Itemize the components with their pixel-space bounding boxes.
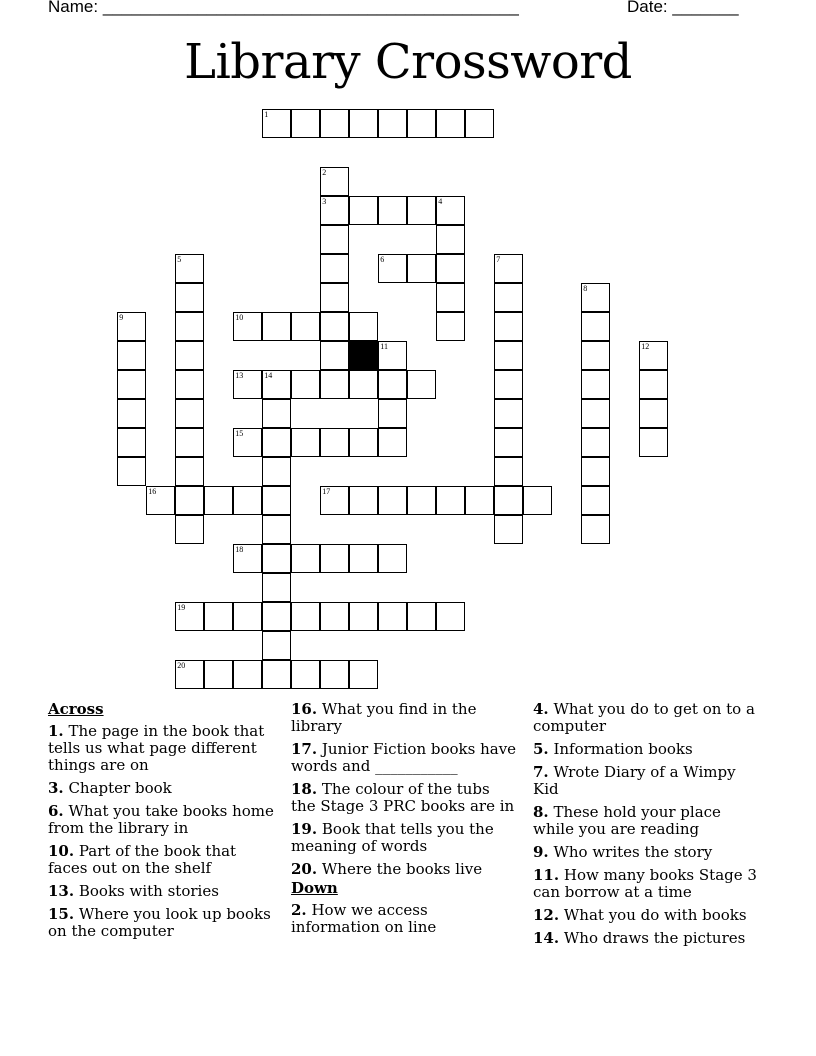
grid-cell[interactable] bbox=[291, 428, 320, 457]
grid-cell[interactable] bbox=[233, 486, 262, 515]
grid-cell[interactable] bbox=[320, 544, 349, 573]
clue-number: 1 bbox=[264, 110, 269, 120]
clue-number: 13. bbox=[48, 882, 75, 900]
clue-number: 20. bbox=[291, 860, 318, 878]
clue-number: 10. bbox=[48, 842, 75, 860]
grid-cell[interactable] bbox=[349, 109, 378, 138]
grid-cell[interactable] bbox=[581, 457, 610, 486]
grid-cell[interactable] bbox=[320, 167, 349, 196]
grid-cell[interactable] bbox=[262, 544, 291, 573]
clues-column-3 bbox=[533, 701, 761, 953]
grid-cell[interactable] bbox=[262, 573, 291, 602]
grid-cell[interactable] bbox=[320, 341, 349, 370]
grid-cell[interactable] bbox=[204, 602, 233, 631]
grid-cell[interactable] bbox=[494, 457, 523, 486]
clue-text: Part of the book that faces out on the shelf bbox=[48, 842, 237, 877]
grid-cell[interactable] bbox=[320, 283, 349, 312]
clue-number: 14. bbox=[533, 929, 560, 947]
grid-cell[interactable] bbox=[291, 109, 320, 138]
clue-text: Who draws the pictures bbox=[559, 929, 746, 947]
grid-cell[interactable] bbox=[175, 254, 204, 283]
clue-item bbox=[48, 906, 276, 940]
clue-number: 13 bbox=[235, 371, 244, 381]
grid-cell[interactable] bbox=[175, 283, 204, 312]
grid-cell[interactable] bbox=[581, 486, 610, 515]
grid-cell[interactable] bbox=[233, 428, 262, 457]
grid-cell[interactable] bbox=[262, 370, 291, 399]
grid-cell[interactable] bbox=[494, 254, 523, 283]
section-heading: Across bbox=[48, 700, 104, 718]
clue-number: 12 bbox=[641, 342, 650, 352]
grid-cell[interactable] bbox=[349, 544, 378, 573]
grid-cell[interactable] bbox=[291, 370, 320, 399]
clue-text: Information books bbox=[548, 740, 693, 758]
grid-cell[interactable] bbox=[233, 602, 262, 631]
section-heading: Down bbox=[291, 879, 338, 897]
grid-cell[interactable] bbox=[436, 602, 465, 631]
grid-cell[interactable] bbox=[349, 602, 378, 631]
clue-text: Book that tells you the meaning of words bbox=[291, 820, 494, 855]
clue-number: 11. bbox=[533, 866, 560, 884]
grid-cell[interactable] bbox=[262, 109, 291, 138]
clue-number: 11 bbox=[380, 342, 388, 352]
grid-cell[interactable] bbox=[233, 370, 262, 399]
grid-cell[interactable] bbox=[378, 486, 407, 515]
clue-number: 17 bbox=[322, 487, 331, 497]
clue-number: 18. bbox=[291, 780, 318, 798]
clue-text: The page in the book that tells us what page different things are on bbox=[48, 722, 265, 774]
clue-number: 15. bbox=[48, 905, 75, 923]
grid-cell[interactable] bbox=[523, 486, 552, 515]
grid-cell[interactable] bbox=[291, 544, 320, 573]
clue-number: 16. bbox=[291, 700, 318, 718]
grid-cell[interactable] bbox=[291, 312, 320, 341]
grid-cell[interactable] bbox=[639, 341, 668, 370]
grid-cell[interactable] bbox=[320, 196, 349, 225]
clue-number: 10 bbox=[235, 313, 244, 323]
clue-number: 19 bbox=[177, 603, 186, 613]
grid-cell[interactable] bbox=[494, 486, 523, 515]
grid-cell[interactable] bbox=[175, 457, 204, 486]
clue-item bbox=[291, 821, 519, 855]
grid-cell[interactable] bbox=[175, 486, 204, 515]
grid-cell[interactable] bbox=[465, 486, 494, 515]
grid-cell[interactable] bbox=[436, 225, 465, 254]
grid-cell[interactable] bbox=[378, 602, 407, 631]
clue-number: 14 bbox=[264, 371, 273, 381]
clue-item bbox=[48, 883, 276, 900]
clue-number: 1. bbox=[48, 722, 64, 740]
grid-cell[interactable] bbox=[581, 370, 610, 399]
page-title: Library Crossword bbox=[184, 34, 632, 90]
grid-cell[interactable] bbox=[581, 312, 610, 341]
clue-number: 4. bbox=[533, 700, 549, 718]
grid-cell[interactable] bbox=[378, 254, 407, 283]
clue-item bbox=[291, 861, 519, 878]
clue-item bbox=[533, 930, 761, 947]
grid-cell[interactable] bbox=[146, 486, 175, 515]
clue-number: 19. bbox=[291, 820, 318, 838]
clue-number: 6. bbox=[48, 802, 64, 820]
grid-cell[interactable] bbox=[349, 660, 378, 689]
clue-number: 18 bbox=[235, 545, 244, 555]
grid-cell[interactable] bbox=[378, 196, 407, 225]
grid-cell[interactable] bbox=[407, 602, 436, 631]
grid-cell[interactable] bbox=[262, 515, 291, 544]
clue-text: What you take books home from the library in bbox=[48, 802, 274, 837]
grid-cell[interactable] bbox=[378, 399, 407, 428]
grid-cell[interactable] bbox=[233, 544, 262, 573]
clue-text: What you do with books bbox=[559, 906, 747, 924]
grid-cell[interactable] bbox=[262, 399, 291, 428]
clue-item bbox=[533, 764, 761, 798]
grid-cell[interactable] bbox=[320, 486, 349, 515]
grid-cell[interactable] bbox=[175, 660, 204, 689]
grid-cell[interactable] bbox=[262, 660, 291, 689]
grid-cell[interactable] bbox=[291, 602, 320, 631]
grid-cell[interactable] bbox=[262, 602, 291, 631]
grid-cell[interactable] bbox=[581, 428, 610, 457]
clue-number: 17. bbox=[291, 740, 318, 758]
grid-cell[interactable] bbox=[262, 457, 291, 486]
grid-cell[interactable] bbox=[581, 399, 610, 428]
grid-cell[interactable] bbox=[494, 370, 523, 399]
clue-text: How many books Stage 3 can borrow at a time bbox=[533, 866, 757, 901]
grid-cell[interactable] bbox=[436, 109, 465, 138]
grid-cell[interactable] bbox=[407, 486, 436, 515]
grid-cell[interactable] bbox=[581, 283, 610, 312]
clue-item bbox=[48, 803, 276, 837]
clue-number: 2. bbox=[291, 901, 307, 919]
clue-text: Chapter book bbox=[63, 779, 172, 797]
grid-cell[interactable] bbox=[320, 254, 349, 283]
black-cell bbox=[349, 341, 378, 370]
clue-item bbox=[291, 781, 519, 815]
clue-number: 8. bbox=[533, 803, 549, 821]
clue-text: The colour of the tubs the Stage 3 PRC books are in bbox=[291, 780, 515, 815]
clues-column-1 bbox=[48, 701, 276, 946]
grid-cell[interactable] bbox=[320, 370, 349, 399]
grid-cell[interactable] bbox=[175, 602, 204, 631]
clue-number: 20 bbox=[177, 661, 186, 671]
clue-text: What you find in the library bbox=[291, 700, 477, 735]
grid-cell[interactable] bbox=[117, 428, 146, 457]
clue-item bbox=[291, 902, 519, 936]
clue-item bbox=[533, 804, 761, 838]
grid-cell[interactable] bbox=[378, 544, 407, 573]
grid-cell[interactable] bbox=[320, 312, 349, 341]
clue-item bbox=[533, 867, 761, 901]
clue-item bbox=[533, 907, 761, 924]
name-label: Name: ____________________________________________ bbox=[48, 0, 519, 17]
grid-cell[interactable] bbox=[378, 109, 407, 138]
clue-item bbox=[291, 741, 519, 775]
clue-text: Junior Fiction books have words and ___________ bbox=[291, 740, 517, 775]
grid-cell[interactable] bbox=[494, 399, 523, 428]
grid-cell[interactable] bbox=[175, 428, 204, 457]
grid-cell[interactable] bbox=[349, 428, 378, 457]
name-field[interactable]: ____________________________________________ bbox=[102, 0, 519, 16]
grid-cell[interactable] bbox=[175, 515, 204, 544]
clue-number: 9 bbox=[119, 313, 124, 323]
clue-number: 2 bbox=[322, 168, 327, 178]
clue-number: 4 bbox=[438, 197, 443, 207]
clue-item bbox=[48, 723, 276, 774]
grid-cell[interactable] bbox=[117, 370, 146, 399]
grid-cell[interactable] bbox=[175, 341, 204, 370]
grid-cell[interactable] bbox=[378, 428, 407, 457]
grid-cell[interactable] bbox=[320, 109, 349, 138]
grid-cell[interactable] bbox=[349, 486, 378, 515]
clue-text: Who writes the story bbox=[548, 843, 713, 861]
grid-cell[interactable] bbox=[262, 486, 291, 515]
clues-column-2 bbox=[291, 701, 519, 942]
clue-text: Wrote Diary of a Wimpy Kid bbox=[533, 763, 736, 798]
grid-cell[interactable] bbox=[117, 399, 146, 428]
clue-number: 9. bbox=[533, 843, 549, 861]
grid-cell[interactable] bbox=[436, 283, 465, 312]
clue-number: 15 bbox=[235, 429, 244, 439]
grid-cell[interactable] bbox=[175, 370, 204, 399]
clue-number: 5. bbox=[533, 740, 549, 758]
grid-cell[interactable] bbox=[639, 399, 668, 428]
clue-item bbox=[48, 780, 276, 797]
clue-text: Where you look up books on the computer bbox=[48, 905, 271, 940]
grid-cell[interactable] bbox=[581, 341, 610, 370]
grid-cell[interactable] bbox=[639, 428, 668, 457]
grid-cell[interactable] bbox=[117, 312, 146, 341]
clue-number: 3. bbox=[48, 779, 64, 797]
clue-item bbox=[533, 701, 761, 735]
grid-cell[interactable] bbox=[262, 631, 291, 660]
clue-text: Where the books live bbox=[317, 860, 483, 878]
grid-cell[interactable] bbox=[233, 660, 262, 689]
date-label: Date: _______ bbox=[627, 0, 739, 17]
clue-number: 7. bbox=[533, 763, 549, 781]
grid-cell[interactable] bbox=[436, 196, 465, 225]
grid-cell[interactable] bbox=[494, 428, 523, 457]
grid-cell[interactable] bbox=[233, 312, 262, 341]
clue-item bbox=[48, 843, 276, 877]
grid-cell[interactable] bbox=[175, 399, 204, 428]
clue-number: 7 bbox=[496, 255, 501, 265]
grid-cell[interactable] bbox=[291, 660, 320, 689]
date-field[interactable]: _______ bbox=[672, 0, 739, 16]
clue-number: 12. bbox=[533, 906, 560, 924]
grid-cell[interactable] bbox=[436, 254, 465, 283]
grid-cell[interactable] bbox=[407, 370, 436, 399]
grid-cell[interactable] bbox=[204, 486, 233, 515]
grid-cell[interactable] bbox=[494, 283, 523, 312]
grid-cell[interactable] bbox=[494, 312, 523, 341]
grid-cell[interactable] bbox=[378, 341, 407, 370]
clue-text: Books with stories bbox=[74, 882, 219, 900]
grid-cell[interactable] bbox=[117, 457, 146, 486]
clue-number: 6 bbox=[380, 255, 385, 265]
grid-cell[interactable] bbox=[320, 225, 349, 254]
clue-text: These hold your place while you are reading bbox=[533, 803, 721, 838]
grid-cell[interactable] bbox=[494, 515, 523, 544]
grid-cell[interactable] bbox=[262, 428, 291, 457]
clue-item bbox=[291, 701, 519, 735]
clue-item bbox=[533, 844, 761, 861]
clue-item bbox=[533, 741, 761, 758]
grid-cell[interactable] bbox=[320, 428, 349, 457]
grid-cell[interactable] bbox=[320, 602, 349, 631]
grid-cell[interactable] bbox=[436, 312, 465, 341]
grid-cell[interactable] bbox=[349, 370, 378, 399]
grid-cell[interactable] bbox=[175, 312, 204, 341]
grid-cell[interactable] bbox=[349, 196, 378, 225]
clue-number: 3 bbox=[322, 197, 327, 207]
grid-cell[interactable] bbox=[494, 341, 523, 370]
grid-cell[interactable] bbox=[407, 254, 436, 283]
grid-cell[interactable] bbox=[204, 660, 233, 689]
clue-text: What you do to get on to a computer bbox=[533, 700, 755, 735]
grid-cell[interactable] bbox=[407, 109, 436, 138]
grid-cell[interactable] bbox=[639, 370, 668, 399]
grid-cell[interactable] bbox=[436, 486, 465, 515]
grid-cell[interactable] bbox=[349, 312, 378, 341]
grid-cell[interactable] bbox=[320, 660, 349, 689]
clue-number: 5 bbox=[177, 255, 182, 265]
clue-number: 8 bbox=[583, 284, 588, 294]
clue-number: 16 bbox=[148, 487, 157, 497]
clue-text: How we access information on line bbox=[291, 901, 437, 936]
grid-cell[interactable] bbox=[262, 312, 291, 341]
grid-cell[interactable] bbox=[465, 109, 494, 138]
grid-cell[interactable] bbox=[581, 515, 610, 544]
grid-cell[interactable] bbox=[117, 341, 146, 370]
grid-cell[interactable] bbox=[407, 196, 436, 225]
grid-cell[interactable] bbox=[378, 370, 407, 399]
